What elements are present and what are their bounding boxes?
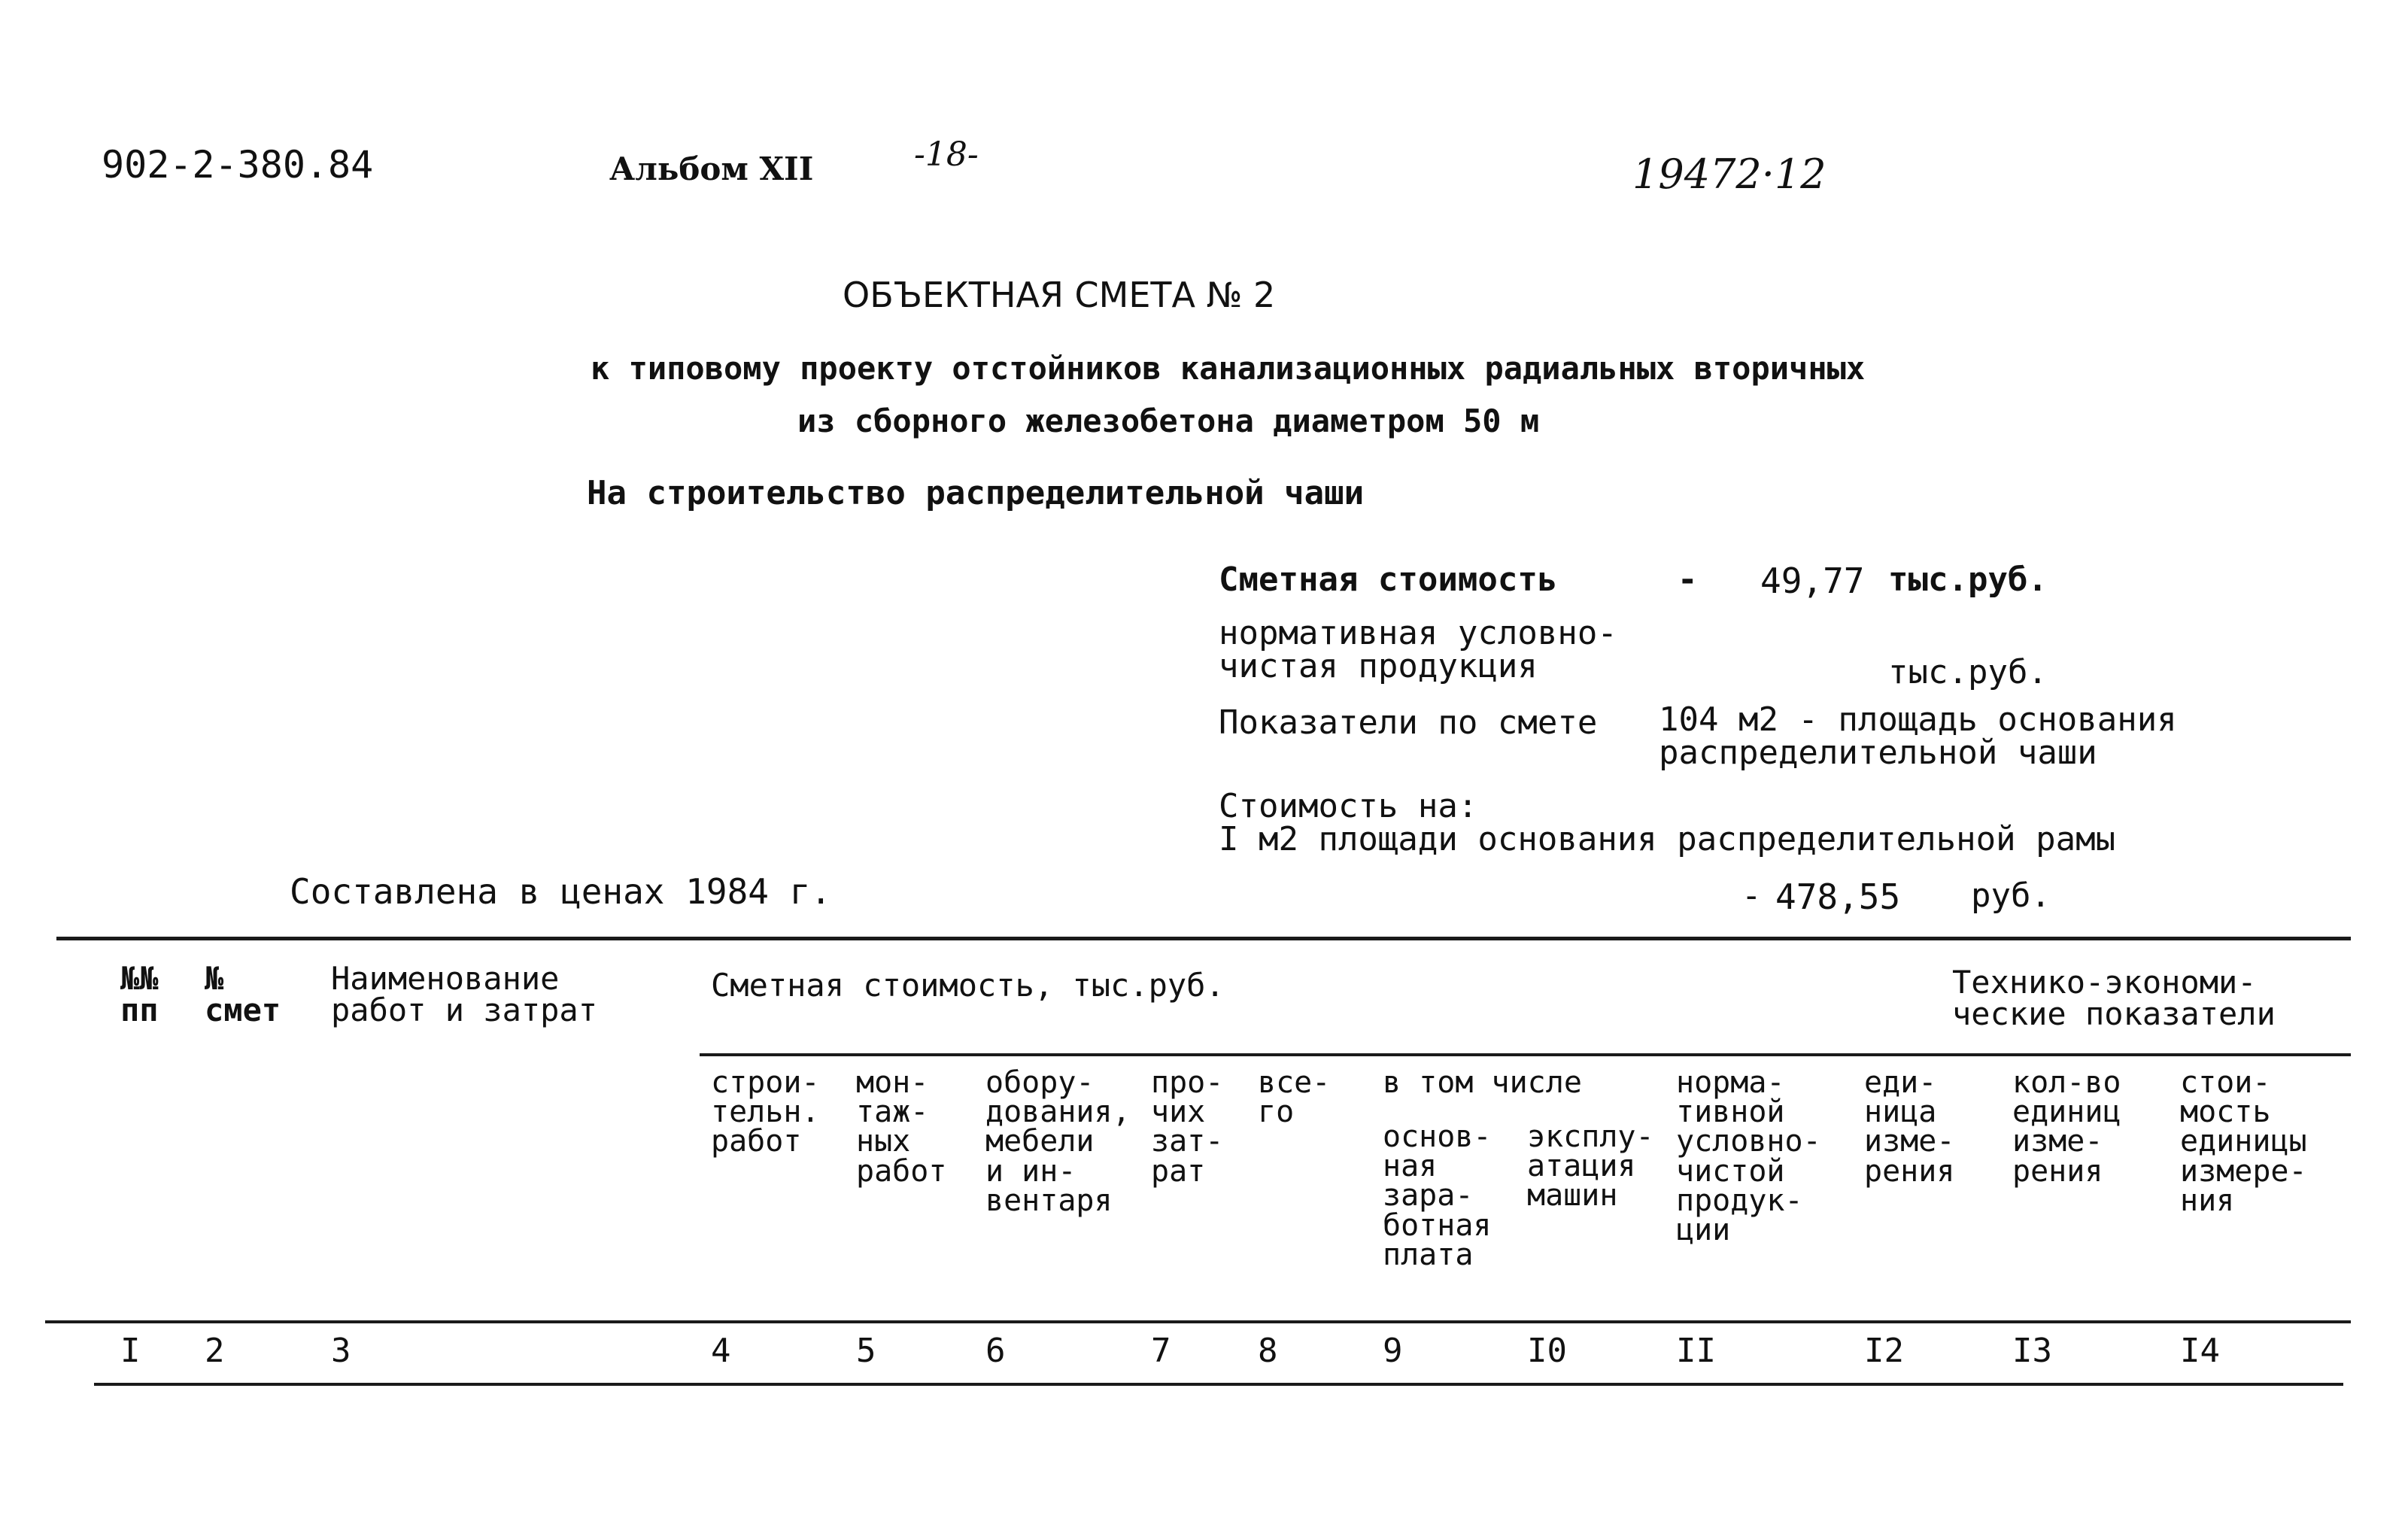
- col-header-unit-cost: стои- мость единицы измере- ния: [2180, 1065, 2307, 1218]
- col-header-unit: еди- ница изме- рения: [1864, 1065, 1955, 1189]
- col-header-name: Наименование работ и затрат: [331, 960, 598, 1028]
- col-header-quantity: кол-во единиц изме- рения: [2012, 1065, 2121, 1189]
- col-header-construction: строи- тельн. работ: [711, 1065, 820, 1159]
- column-number: 4: [711, 1332, 731, 1370]
- group-header-including: в том числе: [1383, 1065, 1582, 1100]
- cost-per-unit-value: 478,55: [1775, 876, 1901, 917]
- column-number: 9: [1383, 1332, 1403, 1370]
- table-header-bottom-rule: [45, 1320, 2351, 1323]
- col-header-nn: №№ пп: [120, 960, 159, 1028]
- table-subheader-rule: [700, 1053, 2351, 1056]
- table-numbers-bottom-rule: [94, 1383, 2343, 1386]
- col-header-normative: норма- тивной условно- чистой продук- ции: [1676, 1065, 1821, 1247]
- cost-per-unit-label: Стоимость на: I м2 площади основания распределительной рамы: [1219, 787, 2116, 858]
- normative-product-label: нормативная условно- чистая продукция: [1219, 614, 1617, 685]
- inventory-number: 19472·12: [1632, 150, 1826, 198]
- estimated-cost-dash: -: [1678, 560, 1698, 599]
- col-header-total: все- го: [1258, 1065, 1331, 1130]
- document-title: ОБЪЕКТНАЯ СМЕТА № 2: [843, 275, 1276, 315]
- indicators-value: 104 м2 - площадь основания распределительной чаши: [1659, 700, 2177, 772]
- column-number: I0: [1527, 1332, 1567, 1370]
- indicators-label: Показатели по смете: [1219, 703, 1598, 742]
- album-label: Альбом XII: [609, 150, 814, 187]
- column-number: I4: [2180, 1332, 2220, 1370]
- column-number: I: [120, 1332, 141, 1370]
- column-number: 2: [205, 1332, 225, 1370]
- estimated-cost-unit: тыс.руб.: [1888, 560, 2048, 599]
- col-header-other: про- чих зат- рат: [1151, 1065, 1224, 1189]
- col-header-wages: основ- ная зара- ботная плата: [1383, 1119, 1492, 1272]
- col-header-machines: эксплу- атация машин: [1527, 1119, 1654, 1214]
- column-number: I2: [1864, 1332, 1904, 1370]
- compiled-in-prices: Составлена в ценах 1984 г.: [290, 871, 832, 912]
- col-header-equipment: обору- дования, мебели и ин- вентаря: [985, 1065, 1131, 1218]
- subtitle-line-2: из сборного железобетона диаметром 50 м: [797, 403, 1540, 439]
- column-number: I3: [2012, 1332, 2052, 1370]
- group-header-cost: Сметная стоимость, тыс.руб.: [711, 967, 1225, 1004]
- estimated-cost-label: Сметная стоимость: [1219, 560, 1558, 599]
- col-header-installation: мон- таж- ных работ: [856, 1065, 947, 1189]
- object-title: На строительство распределительной чаши: [587, 474, 1365, 512]
- group-header-tech: Технико-экономи- ческие показатели: [1952, 964, 2276, 1032]
- column-number: 5: [856, 1332, 876, 1370]
- col-header-smet: № смет: [205, 960, 281, 1028]
- table-top-rule: [56, 937, 2351, 940]
- cost-per-unit-dash: -: [1741, 876, 1762, 915]
- column-number: 8: [1258, 1332, 1278, 1370]
- page-number: -18-: [914, 135, 979, 174]
- cost-per-unit-unit: руб.: [1971, 876, 2051, 915]
- normative-product-unit: тыс.руб.: [1888, 653, 2048, 691]
- column-number: 6: [985, 1332, 1006, 1370]
- column-number: 3: [331, 1332, 351, 1370]
- column-number: 7: [1151, 1332, 1171, 1370]
- subtitle-line-1: к типовому проекту отстойников канализационных радиальных вторичных: [591, 350, 1866, 387]
- estimated-cost-value: 49,77: [1760, 560, 1865, 601]
- column-number: II: [1676, 1332, 1716, 1370]
- project-code: 902-2-380.84: [102, 143, 374, 187]
